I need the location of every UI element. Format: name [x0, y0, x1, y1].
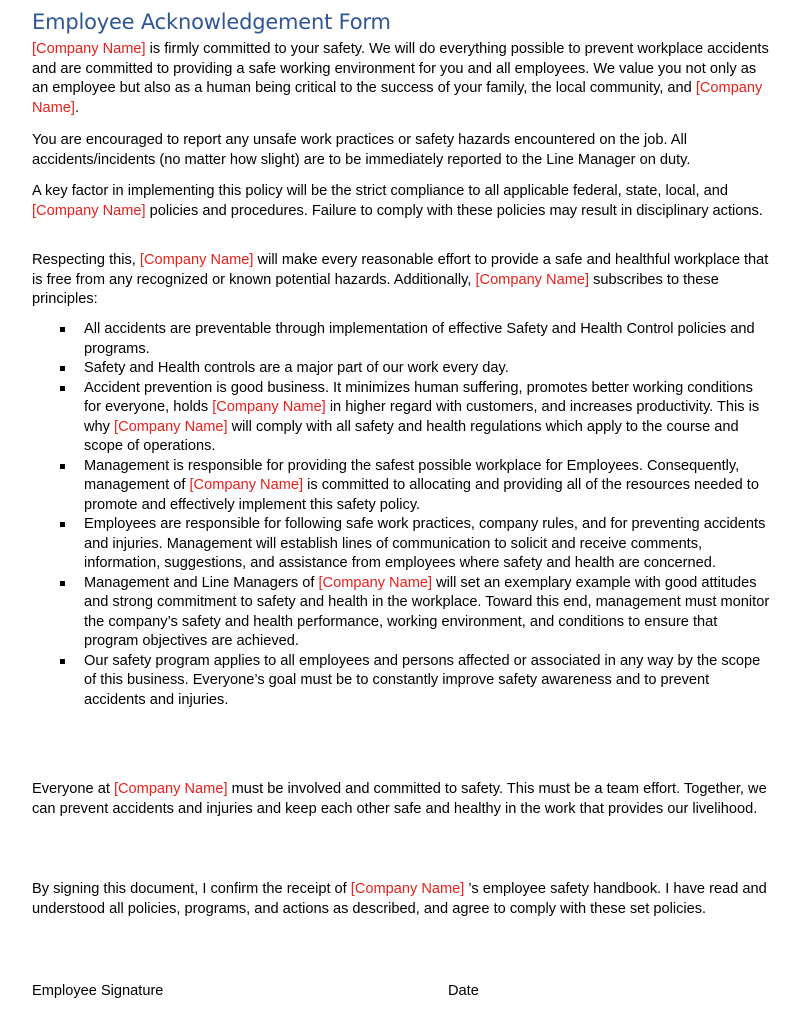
company-name-placeholder: [Company Name]	[114, 418, 228, 435]
company-name-placeholder: [Company Name]	[139, 252, 254, 268]
bullet-icon	[60, 327, 65, 332]
compliance-paragraph: A key factor in implementing this policy will be the strict compliance to all applicable federal, state, local, and [Company Name] policies and procedures. Failure to comply with these policies may result in disciplinary actions.	[32, 183, 763, 219]
list-item: Safety and Health controls are a major part of our work every day.	[32, 359, 772, 379]
company-name-placeholder: [Company Name]	[113, 781, 228, 797]
principles-intro-paragraph: Respecting this, [Company Name] will make every reasonable effort to provide a safe and healthful workplace that is free from any recognized or known potential hazards. Additionally, [Company Name] subscribes to these principles:	[32, 252, 769, 307]
list-item: Employees are responsible for following safe work practices, company rules, and for preventing accidents and injuries. Management will establish lines of communication to solicit and receive comments, information, suggestions, and assistance from employees where safety and health are concerned.	[32, 515, 772, 574]
list-item: Management is responsible for providing the safest possible workplace for Employees. Consequently, management of [Company Name] is committed to allocating and providing all of the resources needed to promote and effectively implement this safety policy.	[32, 457, 772, 516]
company-name-placeholder: [Company Name]	[189, 477, 304, 493]
list-item: Accident prevention is good business. It minimizes human suffering, promotes better working conditions for everyone, holds [Company Name] in higher regard with customers, and increases productivity. This is why [Company Name] will comply with all safety and health regulations which apply to the course and scope of operations.	[32, 379, 772, 457]
principles-list	[32, 320, 772, 710]
acknowledgement-paragraph: By signing this document, I confirm the receipt of [Company Name] ’s employee safety handbook. I have read and understood all policies, programs, and actions as described, and agree to comply with these set policies.	[32, 881, 767, 917]
company-name-placeholder: [Company Name]	[318, 574, 433, 591]
company-name-placeholder: [Company Name]	[32, 41, 146, 57]
team-effort-paragraph: Everyone at [Company Name] must be involved and committed to safety. This must be a team effort. Together, we can prevent accidents and injuries and keep each other safe and healthy in the work that provides our livelihood.	[32, 781, 767, 817]
list-item: All accidents are preventable through implementation of effective Safety and Health Control policies and programs.	[32, 320, 772, 359]
bullet-icon	[60, 581, 65, 586]
employee-signature-label: Employee Signature	[32, 983, 164, 999]
intro-paragraph: [Company Name] is firmly committed to your safety. We will do everything possible to prevent workplace accidents and are committed to providing a safe working environment for you and all employees. We value you not only as an employee but also as a human being critical to the success of your family, the local community, and [Company Name].	[32, 41, 769, 116]
company-name-placeholder: [Company Name]	[350, 881, 465, 897]
list-item: Our safety program applies to all employees and persons affected or associated in any way by the scope of this business. Everyone’s goal must be to constantly improve safety awareness and to prevent accidents and injuries.	[32, 652, 772, 711]
bullet-icon	[60, 464, 65, 469]
form-title: Employee Acknowledgement Form	[32, 10, 391, 34]
reporting-paragraph: You are encouraged to report any unsafe work practices or safety hazards encountered on the job. All accidents/incidents (no matter how slight) are to be immediately reported to the Line Manager on duty.	[32, 132, 691, 168]
bullet-icon	[60, 522, 65, 527]
date-label: Date	[448, 983, 479, 999]
bullet-icon	[60, 659, 65, 664]
company-name-placeholder: [Company Name]	[475, 271, 590, 288]
list-item: Management and Line Managers of [Company Name] will set an exemplary example with good attitudes and strong commitment to safety and health in the workplace. Toward this end, management must monitor the company’s safety and health performance, working environment, and conditions to ensure that program objectives are achieved.	[32, 574, 772, 652]
company-name-placeholder: [Company Name]	[32, 80, 763, 116]
bullet-icon	[60, 386, 65, 391]
company-name-placeholder: [Company Name]	[32, 202, 146, 219]
company-name-placeholder: [Company Name]	[212, 399, 326, 415]
bullet-icon	[60, 366, 65, 371]
